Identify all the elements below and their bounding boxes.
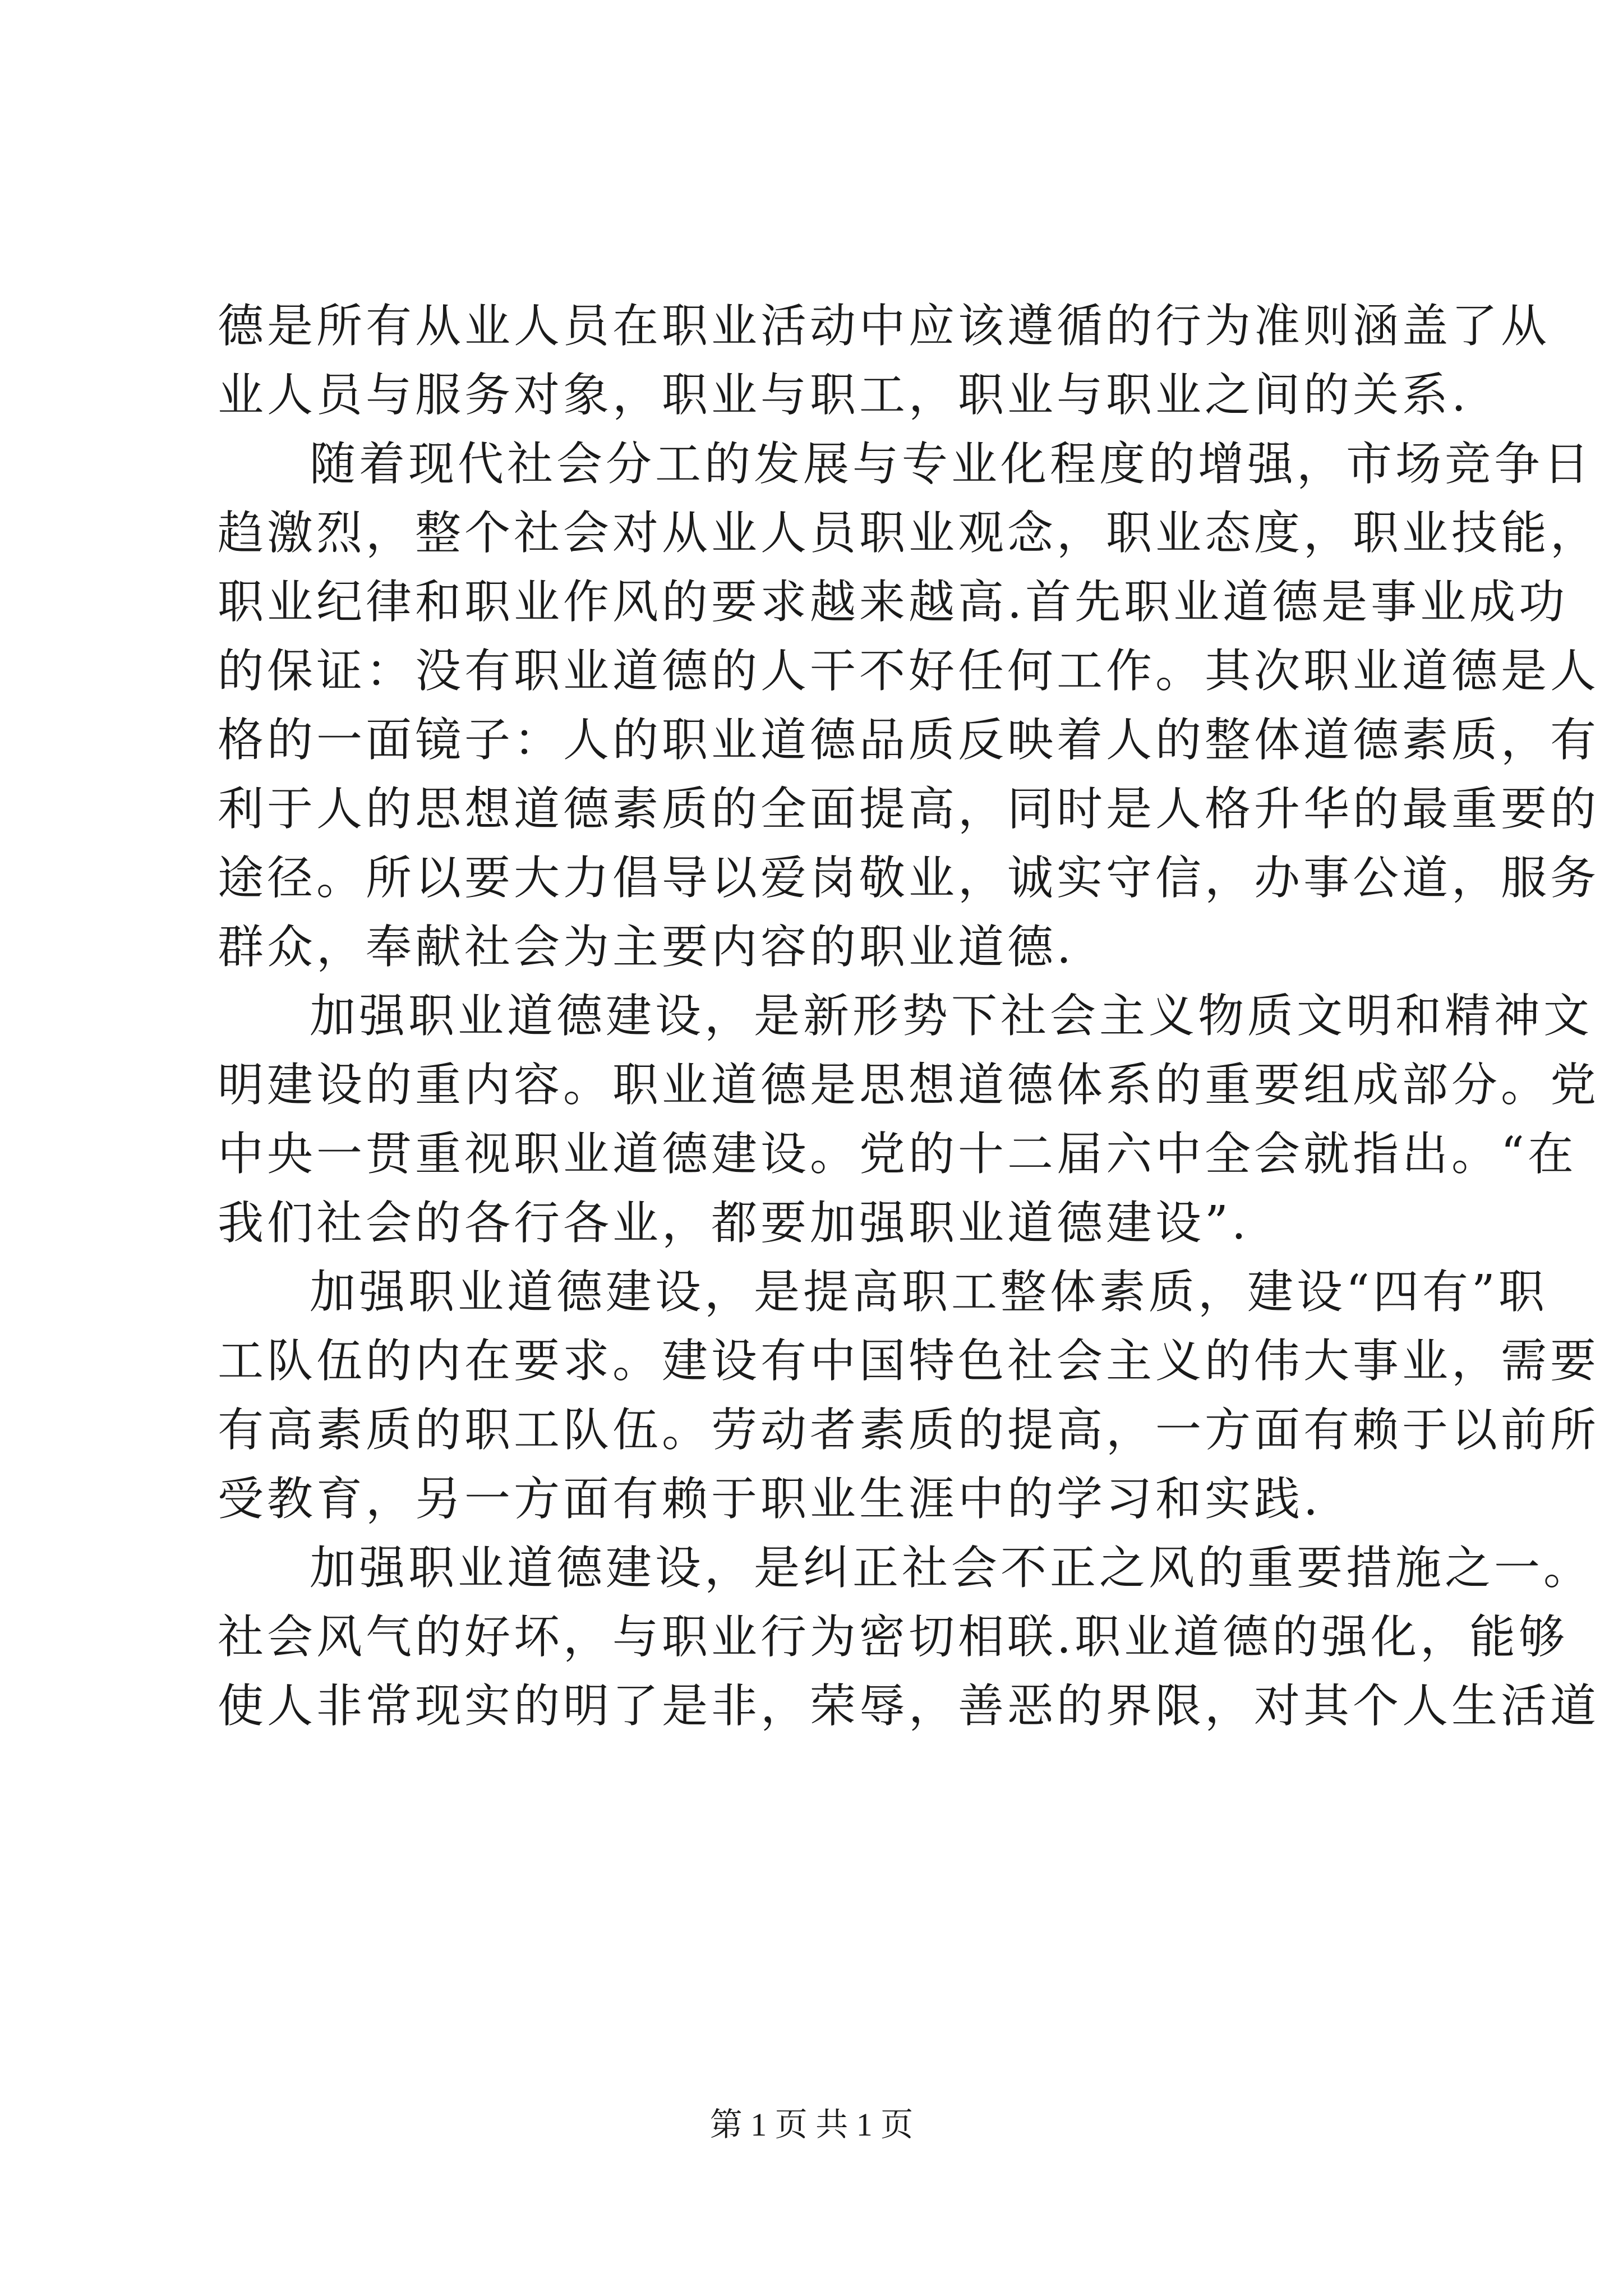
text-line: 中央一贯重视职业道德建设。党的十二届六中全会就指出。“在 — [218, 1128, 1577, 1181]
text-line: 群众，奉献社会为主要内容的职业道德. — [218, 921, 1075, 974]
text-line: 德是所有从业人员在职业活动中应该遵循的行为准则涵盖了从 — [218, 300, 1551, 353]
document-body — [218, 292, 1600, 1741]
text-line: 使人非常现实的明了是非，荣辱，善恶的界限，对其个人生活道 — [218, 1680, 1600, 1733]
paragraph-first-line: 加强职业道德建设，是纠正社会不正之风的重要措施之一。 — [310, 1542, 1593, 1595]
text-line: 的保证：没有职业道德的人干不好任何工作。其次职业道德是人 — [218, 645, 1600, 698]
page-number-footer: 第 1 页 共 1 页 — [709, 2106, 914, 2143]
text-line: 有高素质的职工队伍。劳动者素质的提高，一方面有赖于以前所 — [218, 1404, 1600, 1457]
paragraph-first-line: 加强职业道德建设，是新形势下社会主义物质文明和精神文 — [310, 990, 1593, 1043]
text-line: 业人员与服务对象，职业与职工，职业与职业之间的关系. — [218, 369, 1470, 422]
text-line: 明建设的重内容。职业道德是思想道德体系的重要组成部分。党 — [218, 1059, 1600, 1112]
text-line: 社会风气的好坏，与职业行为密切相联.职业道德的强化，能够 — [218, 1611, 1569, 1664]
text-line: 职业纪律和职业作风的要求越来越高.首先职业道德是事业成功 — [218, 576, 1569, 629]
text-line: 工队伍的内在要求。建设有中国特色社会主义的伟大事业，需要 — [218, 1335, 1600, 1388]
text-line: 我们社会的各行各业，都要加强职业道德建设”. — [218, 1197, 1249, 1250]
text-line: 趋激烈，整个社会对从业人员职业观念，职业态度，职业技能， — [218, 507, 1600, 560]
text-line: 受教育，另一方面有赖于职业生涯中的学习和实践. — [218, 1473, 1322, 1526]
paragraph-first-line: 随着现代社会分工的发展与专业化程度的增强，市场竞争日 — [310, 438, 1593, 491]
paragraph-first-line: 加强职业道德建设，是提高职工整体素质，建设“四有”职 — [310, 1266, 1548, 1319]
text-line: 利于人的思想道德素质的全面提高，同时是人格升华的最重要的 — [218, 783, 1600, 836]
text-line: 途径。所以要大力倡导以爱岗敬业，诚实守信，办事公道，服务 — [218, 852, 1600, 905]
text-line: 格的一面镜子：人的职业道德品质反映着人的整体道德素质，有 — [218, 714, 1600, 767]
